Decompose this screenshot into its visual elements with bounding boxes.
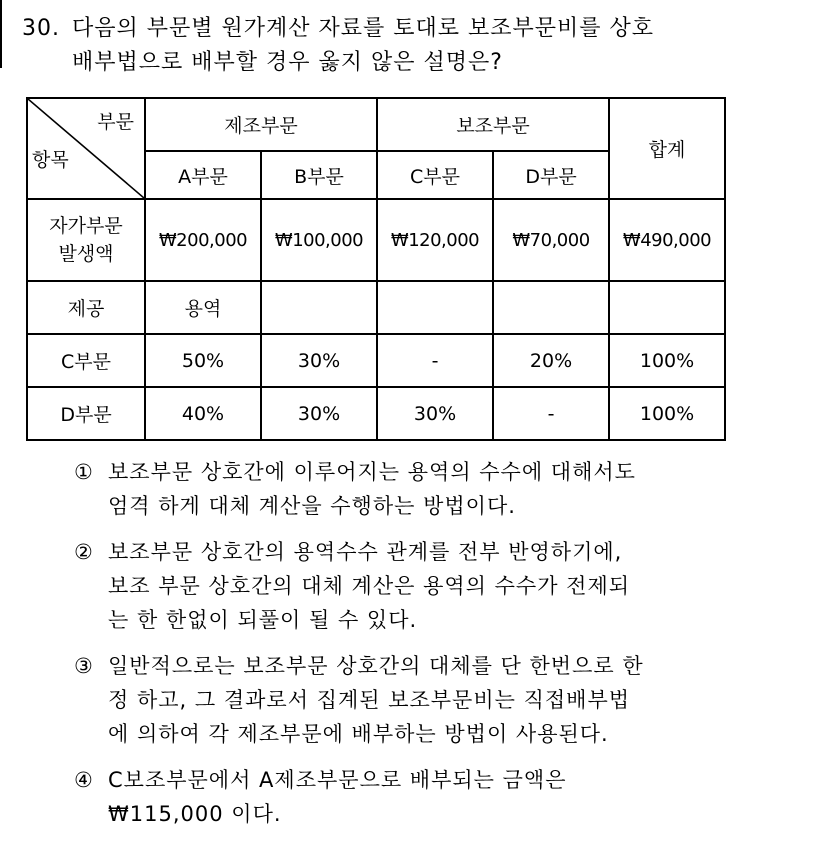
sub-header-c: C부문 <box>377 151 493 199</box>
choice-line: 보조부문 상호간의 용역수수 관계를 전부 반영하기에, <box>108 540 623 564</box>
choice-2-text <box>108 535 630 637</box>
choice-4-text <box>108 763 567 831</box>
group-header-service: 보조부문 <box>377 98 609 151</box>
answer-choices <box>74 455 644 843</box>
table-cell: ₩100,000 <box>261 199 377 281</box>
sub-header-a: A부문 <box>145 151 261 199</box>
corner-label-item: 항목 <box>32 149 69 171</box>
left-margin-rule <box>0 0 2 68</box>
table-cell: ₩200,000 <box>145 199 261 281</box>
table-cell: 40% <box>145 387 261 440</box>
table-cell: 100% <box>609 334 725 387</box>
row-label-c: C부문 <box>27 334 145 387</box>
question-line-1 <box>22 12 654 46</box>
table-cell: 30% <box>377 387 493 440</box>
choice-line: 일반적으로는 보조부문 상호간의 대체를 단 한번으로 한 <box>108 654 644 678</box>
choice-line: 보조 부문 상호간의 대체 계산은 용역의 수수가 전제되 <box>108 574 631 598</box>
table-cell: ₩70,000 <box>493 199 609 281</box>
table-row-c <box>27 334 725 387</box>
table-cell: ₩120,000 <box>377 199 493 281</box>
table-cell <box>261 281 377 334</box>
table-row-d <box>27 387 725 440</box>
choice-2-marker: ② <box>74 540 94 564</box>
table-row-provide <box>27 281 725 334</box>
row-label-cost-1: 자가부문 <box>49 215 123 237</box>
choice-3-text <box>108 649 644 751</box>
question-number: 30. <box>22 16 60 41</box>
cost-allocation-table <box>26 97 726 441</box>
table-cell: 100% <box>609 387 725 440</box>
table-cell: 30% <box>261 334 377 387</box>
table-cell: - <box>377 334 493 387</box>
question-stem <box>22 12 654 80</box>
table-cell: 20% <box>493 334 609 387</box>
question-text-1: 다음의 부문별 원가계산 자료를 토대로 보조부문비를 상호 <box>72 16 655 41</box>
row-label-d: D부문 <box>27 387 145 440</box>
choice-3-marker: ③ <box>74 654 94 678</box>
choice-line: 에 의하여 각 제조부문에 배부하는 방법이 사용된다. <box>108 722 609 746</box>
sub-header-d: D부문 <box>493 151 609 199</box>
table-cell <box>493 281 609 334</box>
choice-4-marker: ④ <box>74 768 94 792</box>
table-cell <box>377 281 493 334</box>
choice-2[interactable] <box>74 535 644 637</box>
choice-4[interactable] <box>74 763 644 831</box>
choice-line: C보조부문에서 A제조부문으로 배부되는 금액은 <box>108 768 567 792</box>
table-cell: - <box>493 387 609 440</box>
choice-line: 보조부문 상호간에 이루어지는 용역의 수수에 대해서도 <box>108 460 636 484</box>
choice-1-text <box>108 455 636 523</box>
table-cell: ₩490,000 <box>609 199 725 281</box>
question-text-2: 배부법으로 배부할 경우 옳지 않은 설명은? <box>72 50 503 75</box>
table-cell: 50% <box>145 334 261 387</box>
choice-line: 는 한 한없이 되풀이 될 수 있다. <box>108 608 418 632</box>
choice-line: ₩115,000 이다. <box>108 802 282 826</box>
table-cell: 용역 <box>145 281 261 334</box>
table-row-cost <box>27 199 725 281</box>
table-cell <box>609 281 725 334</box>
choice-3[interactable] <box>74 649 644 751</box>
header-total: 합계 <box>609 98 725 199</box>
row-label-cost-2: 발생액 <box>58 243 114 265</box>
row-label-provide: 제공 <box>27 281 145 334</box>
sub-header-b: B부문 <box>261 151 377 199</box>
row-label-cost <box>27 199 145 281</box>
choice-1-marker: ① <box>74 460 94 484</box>
choice-1[interactable] <box>74 455 644 523</box>
choice-line: 정 하고, 그 결과로서 집계된 보조부문비는 직접배부법 <box>108 688 631 712</box>
group-header-manufacturing: 제조부문 <box>145 98 377 151</box>
corner-label-department: 부문 <box>97 111 134 133</box>
table-cell: 30% <box>261 387 377 440</box>
corner-header-cell <box>27 98 145 199</box>
choice-line: 엄격 하게 대체 계산을 수행하는 방법이다. <box>108 494 516 518</box>
